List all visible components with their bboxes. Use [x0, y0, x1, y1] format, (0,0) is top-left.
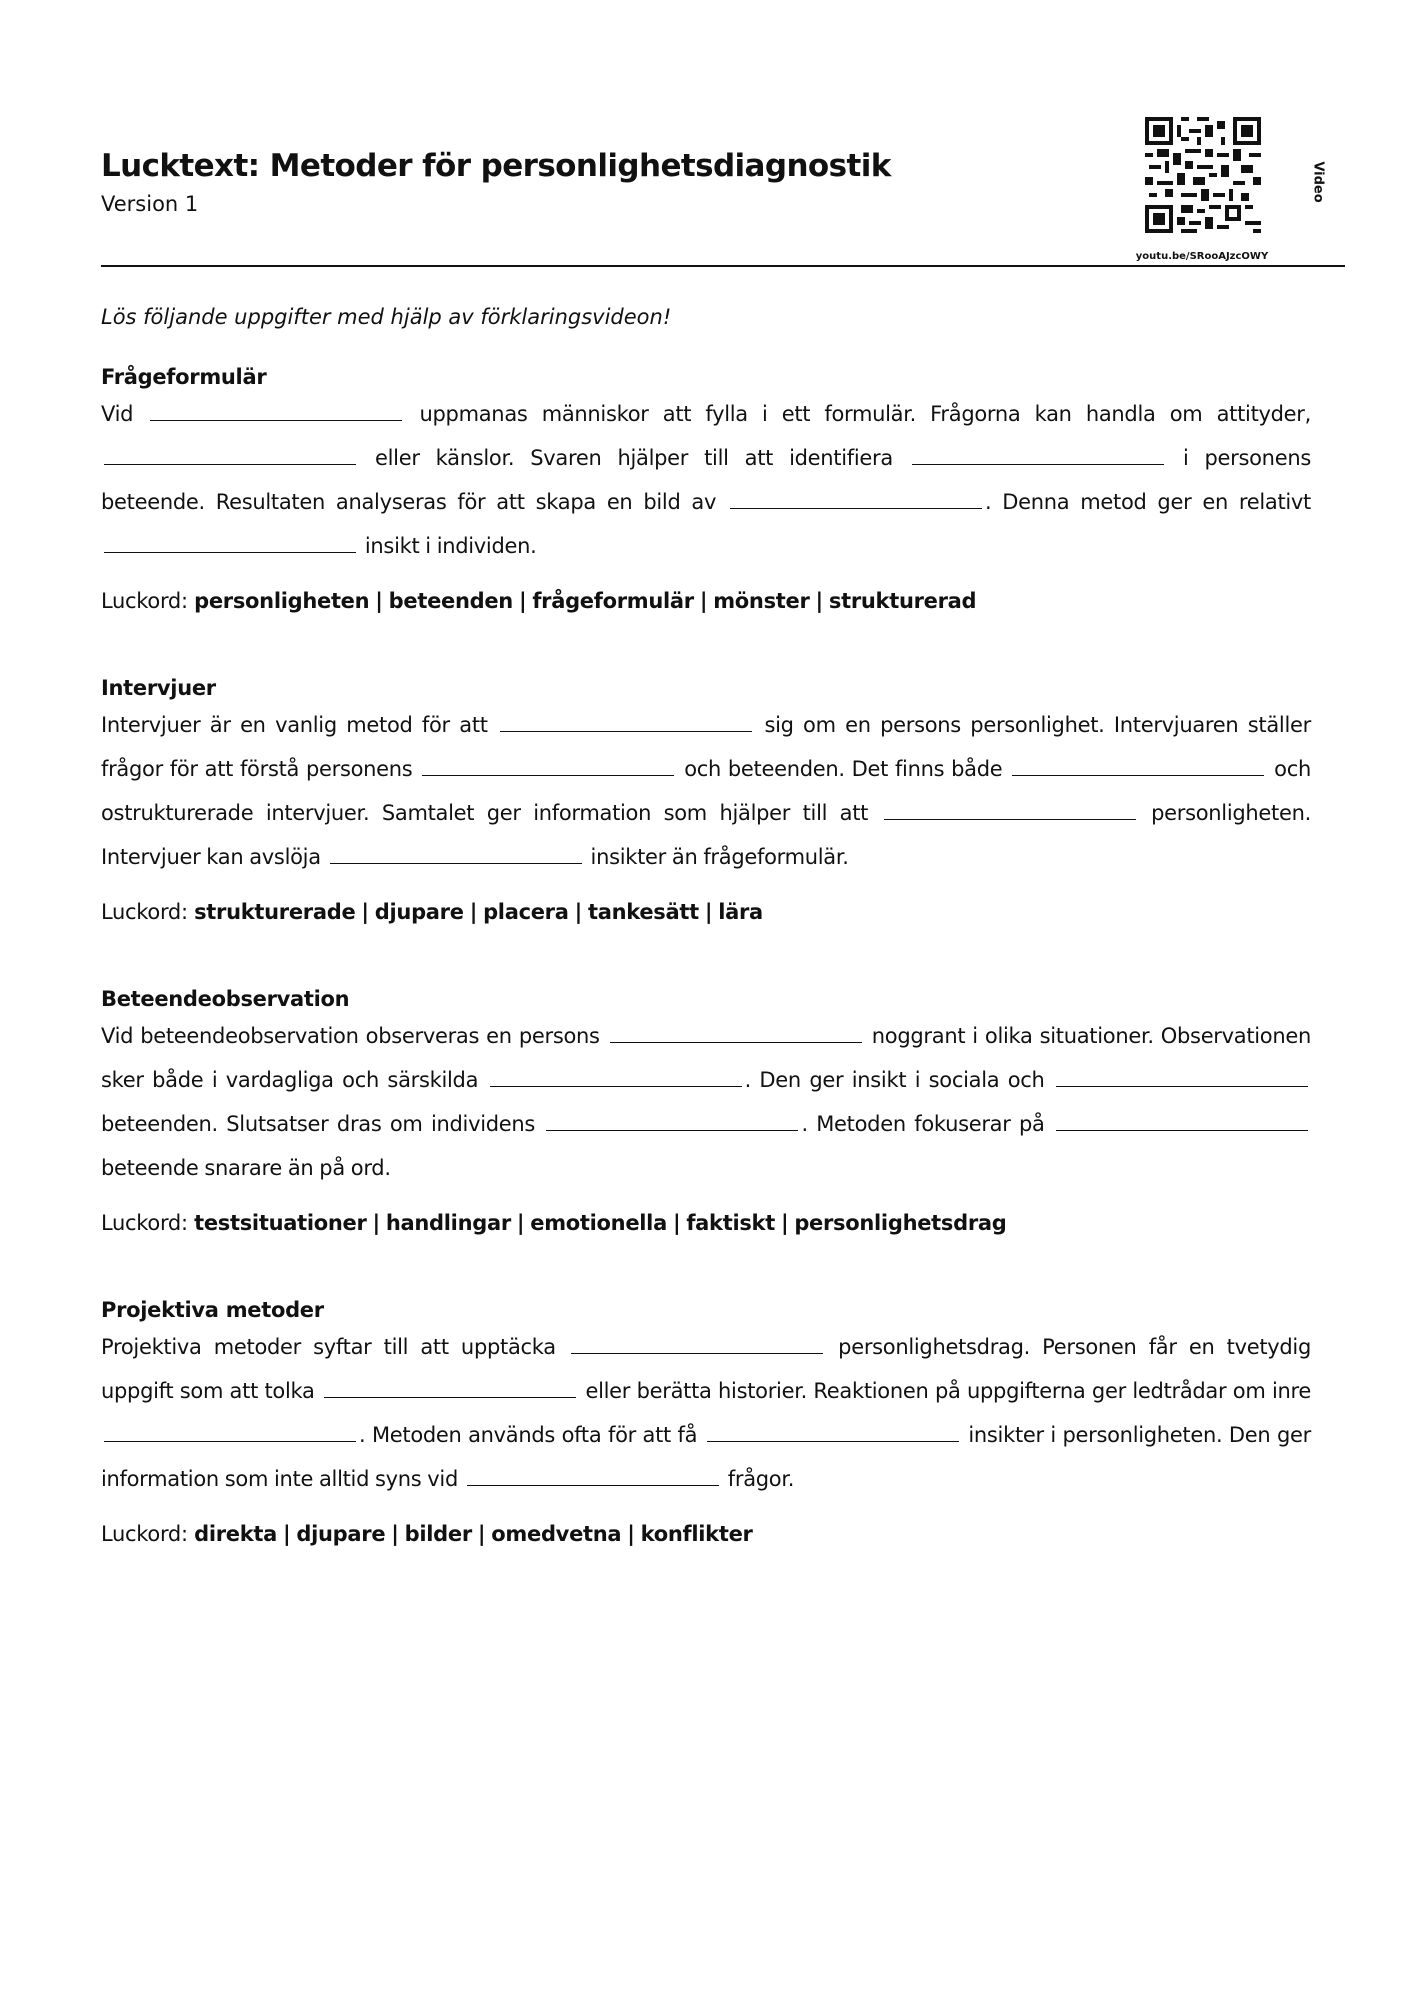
word-bank: Luckord: strukturerade | djupare | placera | tankesätt | lära	[101, 900, 763, 924]
blank-line[interactable]	[571, 1352, 823, 1354]
header-divider	[101, 265, 1345, 267]
word-bank-item: beteenden	[388, 589, 513, 613]
blank-line[interactable]	[707, 1440, 959, 1442]
word-bank-item: konflikter	[640, 1522, 753, 1546]
qr-code	[1145, 117, 1261, 233]
blank-line[interactable]	[1056, 1129, 1308, 1131]
cloze-paragraph: Vid uppmanas människor att fylla i ett formulär. Frågorna kan handla om attityder, eller känslor. Svaren hjälper till att identifiera i personens beteende. Resultaten analyseras för att skapa en bild av . Denna metod ger en relativt insikt i individen.	[101, 402, 1311, 558]
section-heading: Beteendeobservation	[101, 987, 350, 1011]
blank-line[interactable]	[104, 551, 356, 553]
blank-line[interactable]	[500, 730, 752, 732]
word-bank-item: omedvetna	[491, 1522, 622, 1546]
blank-line[interactable]	[546, 1129, 798, 1131]
blank-line[interactable]	[490, 1085, 742, 1087]
word-bank-item: frågeformulär	[532, 589, 694, 613]
section-intervjuer	[101, 674, 1311, 927]
word-bank-item: direkta	[194, 1522, 278, 1546]
word-bank-item: handlingar	[385, 1211, 511, 1235]
blank-line[interactable]	[1056, 1085, 1308, 1087]
blank-line[interactable]	[467, 1484, 719, 1486]
word-bank: Luckord: testsituationer | handlingar | emotionella | faktiskt | personlighetsdrag	[101, 1211, 1007, 1235]
blank-line[interactable]	[330, 862, 582, 864]
word-bank-item: testsituationer	[194, 1211, 367, 1235]
blank-line[interactable]	[884, 818, 1136, 820]
blank-line[interactable]	[912, 463, 1164, 465]
cloze-paragraph: Projektiva metoder syftar till att upptäcka personlighetsdrag. Personen får en tvetydig uppgift som att tolka eller berätta historier. Reaktionen på uppgifterna ger ledtrådar om inre . Metoden används ofta för att få insikter i personligheten. Den ger information som inte alltid syns vid frågor.	[101, 1335, 1311, 1491]
page-title: Lucktext: Metoder för personlighetsdiagnostik	[101, 148, 891, 184]
word-bank-item: tankesätt	[587, 900, 699, 924]
blank-line[interactable]	[610, 1041, 862, 1043]
instruction-text: Lös följande uppgifter med hjälp av förklaringsvideon!	[101, 305, 672, 329]
word-bank-item: bilder	[404, 1522, 472, 1546]
word-bank-item: placera	[483, 900, 569, 924]
word-bank: Luckord: direkta | djupare | bilder | omedvetna | konflikter	[101, 1522, 753, 1546]
section-heading: Frågeformulär	[101, 365, 267, 389]
version-label: Version 1	[101, 192, 199, 216]
word-bank-item: djupare	[374, 900, 464, 924]
word-bank: Luckord: personligheten | beteenden | frågeformulär | mönster | strukturerad	[101, 589, 977, 613]
word-bank-item: personlighetsdrag	[794, 1211, 1007, 1235]
word-bank-item: faktiskt	[686, 1211, 775, 1235]
word-bank-item: strukturerade	[194, 900, 356, 924]
cloze-paragraph: Vid beteendeobservation observeras en persons noggrant i olika situationer. Observationen sker både i vardagliga och särskilda . Den ger insikt i sociala och beteenden. Slutsatser dras om individens . Metoden fokuserar på beteende snarare än på ord.	[101, 1024, 1311, 1180]
cloze-paragraph: Intervjuer är en vanlig metod för att sig om en persons personlighet. Intervjuaren ställer frågor för att förstå personens och beteenden. Det finns både och ostrukturerade intervjuer. Samtalet ger information som hjälper till att personligheten. Intervjuer kan avslöja insikter än frågeformulär.	[101, 713, 1311, 869]
video-label: Video	[1310, 161, 1326, 203]
blank-line[interactable]	[324, 1396, 576, 1398]
word-bank-item: emotionella	[530, 1211, 667, 1235]
blank-line[interactable]	[730, 507, 982, 509]
word-bank-item: strukturerad	[828, 589, 977, 613]
section-heading: Intervjuer	[101, 676, 216, 700]
blank-line[interactable]	[104, 463, 356, 465]
section-beteendeobservation	[101, 985, 1311, 1238]
blank-line[interactable]	[150, 419, 402, 421]
word-bank-item: lära	[718, 900, 763, 924]
blank-line[interactable]	[1012, 774, 1264, 776]
qr-url-caption: youtu.be/SRooAJzcOWY	[1135, 251, 1269, 262]
word-bank-item: djupare	[296, 1522, 386, 1546]
section-projektiva-metoder	[101, 1296, 1311, 1549]
word-bank-item: personligheten	[194, 589, 370, 613]
section-heading: Projektiva metoder	[101, 1298, 324, 1322]
worksheet-content	[101, 297, 1311, 1607]
word-bank-item: mönster	[713, 589, 810, 613]
section-frageformular	[101, 363, 1311, 616]
blank-line[interactable]	[104, 1440, 356, 1442]
blank-line[interactable]	[422, 774, 674, 776]
